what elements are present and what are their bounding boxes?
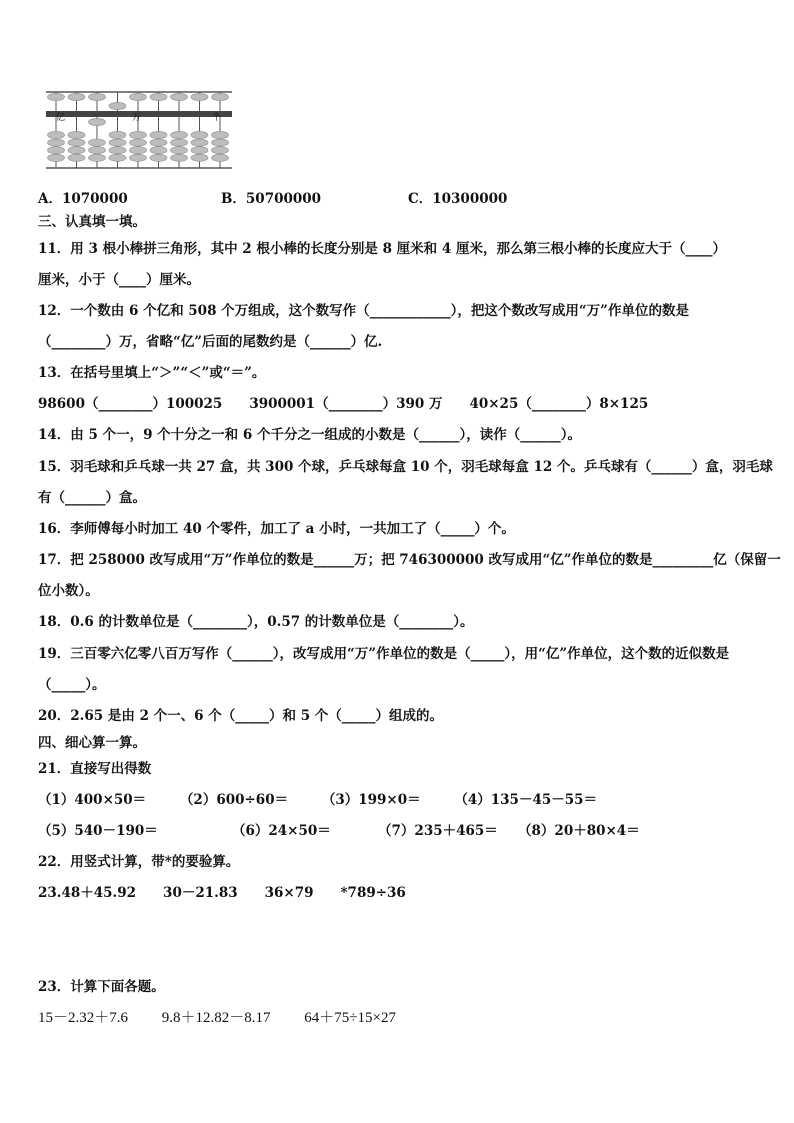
abacus-bead [171, 131, 188, 138]
abacus-bead [48, 147, 65, 154]
option-b: B．50700000 [221, 191, 322, 207]
abacus-bead [48, 93, 65, 100]
abacus-bead [212, 139, 229, 146]
q14: 14．由 5 个一，9 个十分之一和 6 个千分之一组成的小数是（______），读作（______）。 [38, 427, 581, 443]
abacus-bead [109, 154, 126, 161]
abacus-figure [44, 88, 234, 170]
abacus-bead [48, 131, 65, 138]
abacus-bead [89, 154, 106, 161]
q23-problems: 15－2.32＋7.6 9.8＋12.82－8.17 64＋75÷15×27 [38, 1010, 396, 1026]
abacus-bead [212, 131, 229, 138]
section-3-heading: 三、认真填一填。 [38, 214, 146, 230]
q17-line1: 17．把 258000 改写成用“万”作单位的数是______万；把 746300000 改写成用“亿”作单位的数是_________亿（保留一 [38, 552, 781, 568]
abacus-bead [109, 131, 126, 138]
q18: 18．0.6 的计数单位是（________），0.57 的计数单位是（________）。 [38, 614, 474, 630]
abacus-bead [89, 139, 106, 146]
abacus-bead [68, 147, 85, 154]
abacus-bead [191, 147, 208, 154]
abacus-bead [171, 139, 188, 146]
abacus-bead [191, 131, 208, 138]
option-a: A．1070000 [38, 191, 128, 207]
q15-line2: 有（______）盒。 [38, 490, 146, 506]
q12-line1: 12．一个数由 6 个亿和 508 个万组成，这个数写作（____________），把这个数改写成用“万”作单位的数是 [38, 303, 689, 319]
abacus-bead [212, 154, 229, 161]
abacus-bead [130, 139, 147, 146]
abacus-bead [130, 131, 147, 138]
abacus-bead [212, 147, 229, 154]
abacus-bead [109, 102, 126, 109]
abacus-bead [68, 154, 85, 161]
abacus-bead [48, 139, 65, 146]
abacus-bead [171, 93, 188, 100]
abacus-rods [48, 92, 229, 168]
abacus-label-yi: 亿 [56, 113, 66, 123]
abacus-bead [150, 131, 167, 138]
q21-row1: （1）400×50＝ （2）600÷60＝ （3）199×0＝ （4）135－45－55＝ [38, 792, 598, 808]
abacus-bead [68, 139, 85, 146]
q15-line1: 15．羽毛球和乒乓球一共 27 盒，共 300 个球，乒乓球每盒 10 个，羽毛球每盒 12 个。乒乓球有（______）盒，羽毛球 [38, 459, 773, 475]
q13-line1: 13．在括号里填上“＞”“＜”或“＝”。 [38, 365, 266, 381]
abacus-bead [191, 139, 208, 146]
q11-line1: 11．用 3 根小棒拼三角形，其中 2 根小棒的长度分别是 8 厘米和 4 厘米，那么第三根小棒的长度应大于（____） [38, 241, 726, 257]
q20: 20．2.65 是由 2 个一、6 个（_____）和 5 个（_____）组成的。 [38, 708, 444, 724]
abacus-bead [171, 147, 188, 154]
abacus-bead [150, 93, 167, 100]
q16: 16．李师傅每小时加工 40 个零件，加工了 a 小时，一共加工了（_____）个。 [38, 521, 515, 537]
q19-line1: 19．三百零六亿零八百万写作（______），改写成用“万”作单位的数是（_____），用“亿”作单位，这个数的近似数是 [38, 646, 730, 662]
q21-row2: （5）540－190＝ （6）24×50＝ （7）235＋465＝ （8）20＋80×4＝ [38, 823, 640, 839]
abacus-bead [130, 93, 147, 100]
q17-line2: 位小数）。 [38, 583, 99, 599]
abacus-bead [171, 154, 188, 161]
q12-line2: （________）万，省略“亿”后面的尾数约是（______）亿. [38, 334, 383, 350]
q13-line2: 98600（________）100025 3900001（________）390 万 40×25（________）8×125 [38, 396, 649, 412]
q22-title: 22．用竖式计算，带*的要验算。 [38, 854, 240, 870]
abacus-bead [89, 118, 106, 125]
q22-problems: 23.48＋45.92 30－21.83 36×79 *789÷36 [38, 885, 406, 901]
abacus-bead [68, 93, 85, 100]
abacus-bead [130, 147, 147, 154]
q23-title: 23．计算下面各题。 [38, 979, 165, 995]
abacus-label-ge: 个 [212, 113, 222, 123]
abacus-bead [191, 154, 208, 161]
q11-line2: 厘米，小于（____）厘米。 [38, 272, 200, 288]
abacus-bead [48, 154, 65, 161]
abacus-bead [191, 93, 208, 100]
abacus-bead [150, 154, 167, 161]
abacus-bead [89, 147, 106, 154]
abacus-bead [212, 93, 229, 100]
abacus-bead [150, 139, 167, 146]
abacus-bead [130, 154, 147, 161]
abacus-bead [150, 147, 167, 154]
option-c: C．10300000 [408, 191, 508, 207]
abacus-bead [89, 93, 106, 100]
q19-line2: （_____）。 [38, 677, 106, 693]
abacus-bead [68, 131, 85, 138]
abacus-label-wan: 万 [132, 113, 142, 123]
abacus-bead [109, 139, 126, 146]
section-4-heading: 四、细心算一算。 [38, 735, 146, 751]
abacus-bead [109, 147, 126, 154]
q21-title: 21．直接写出得数 [38, 761, 152, 777]
